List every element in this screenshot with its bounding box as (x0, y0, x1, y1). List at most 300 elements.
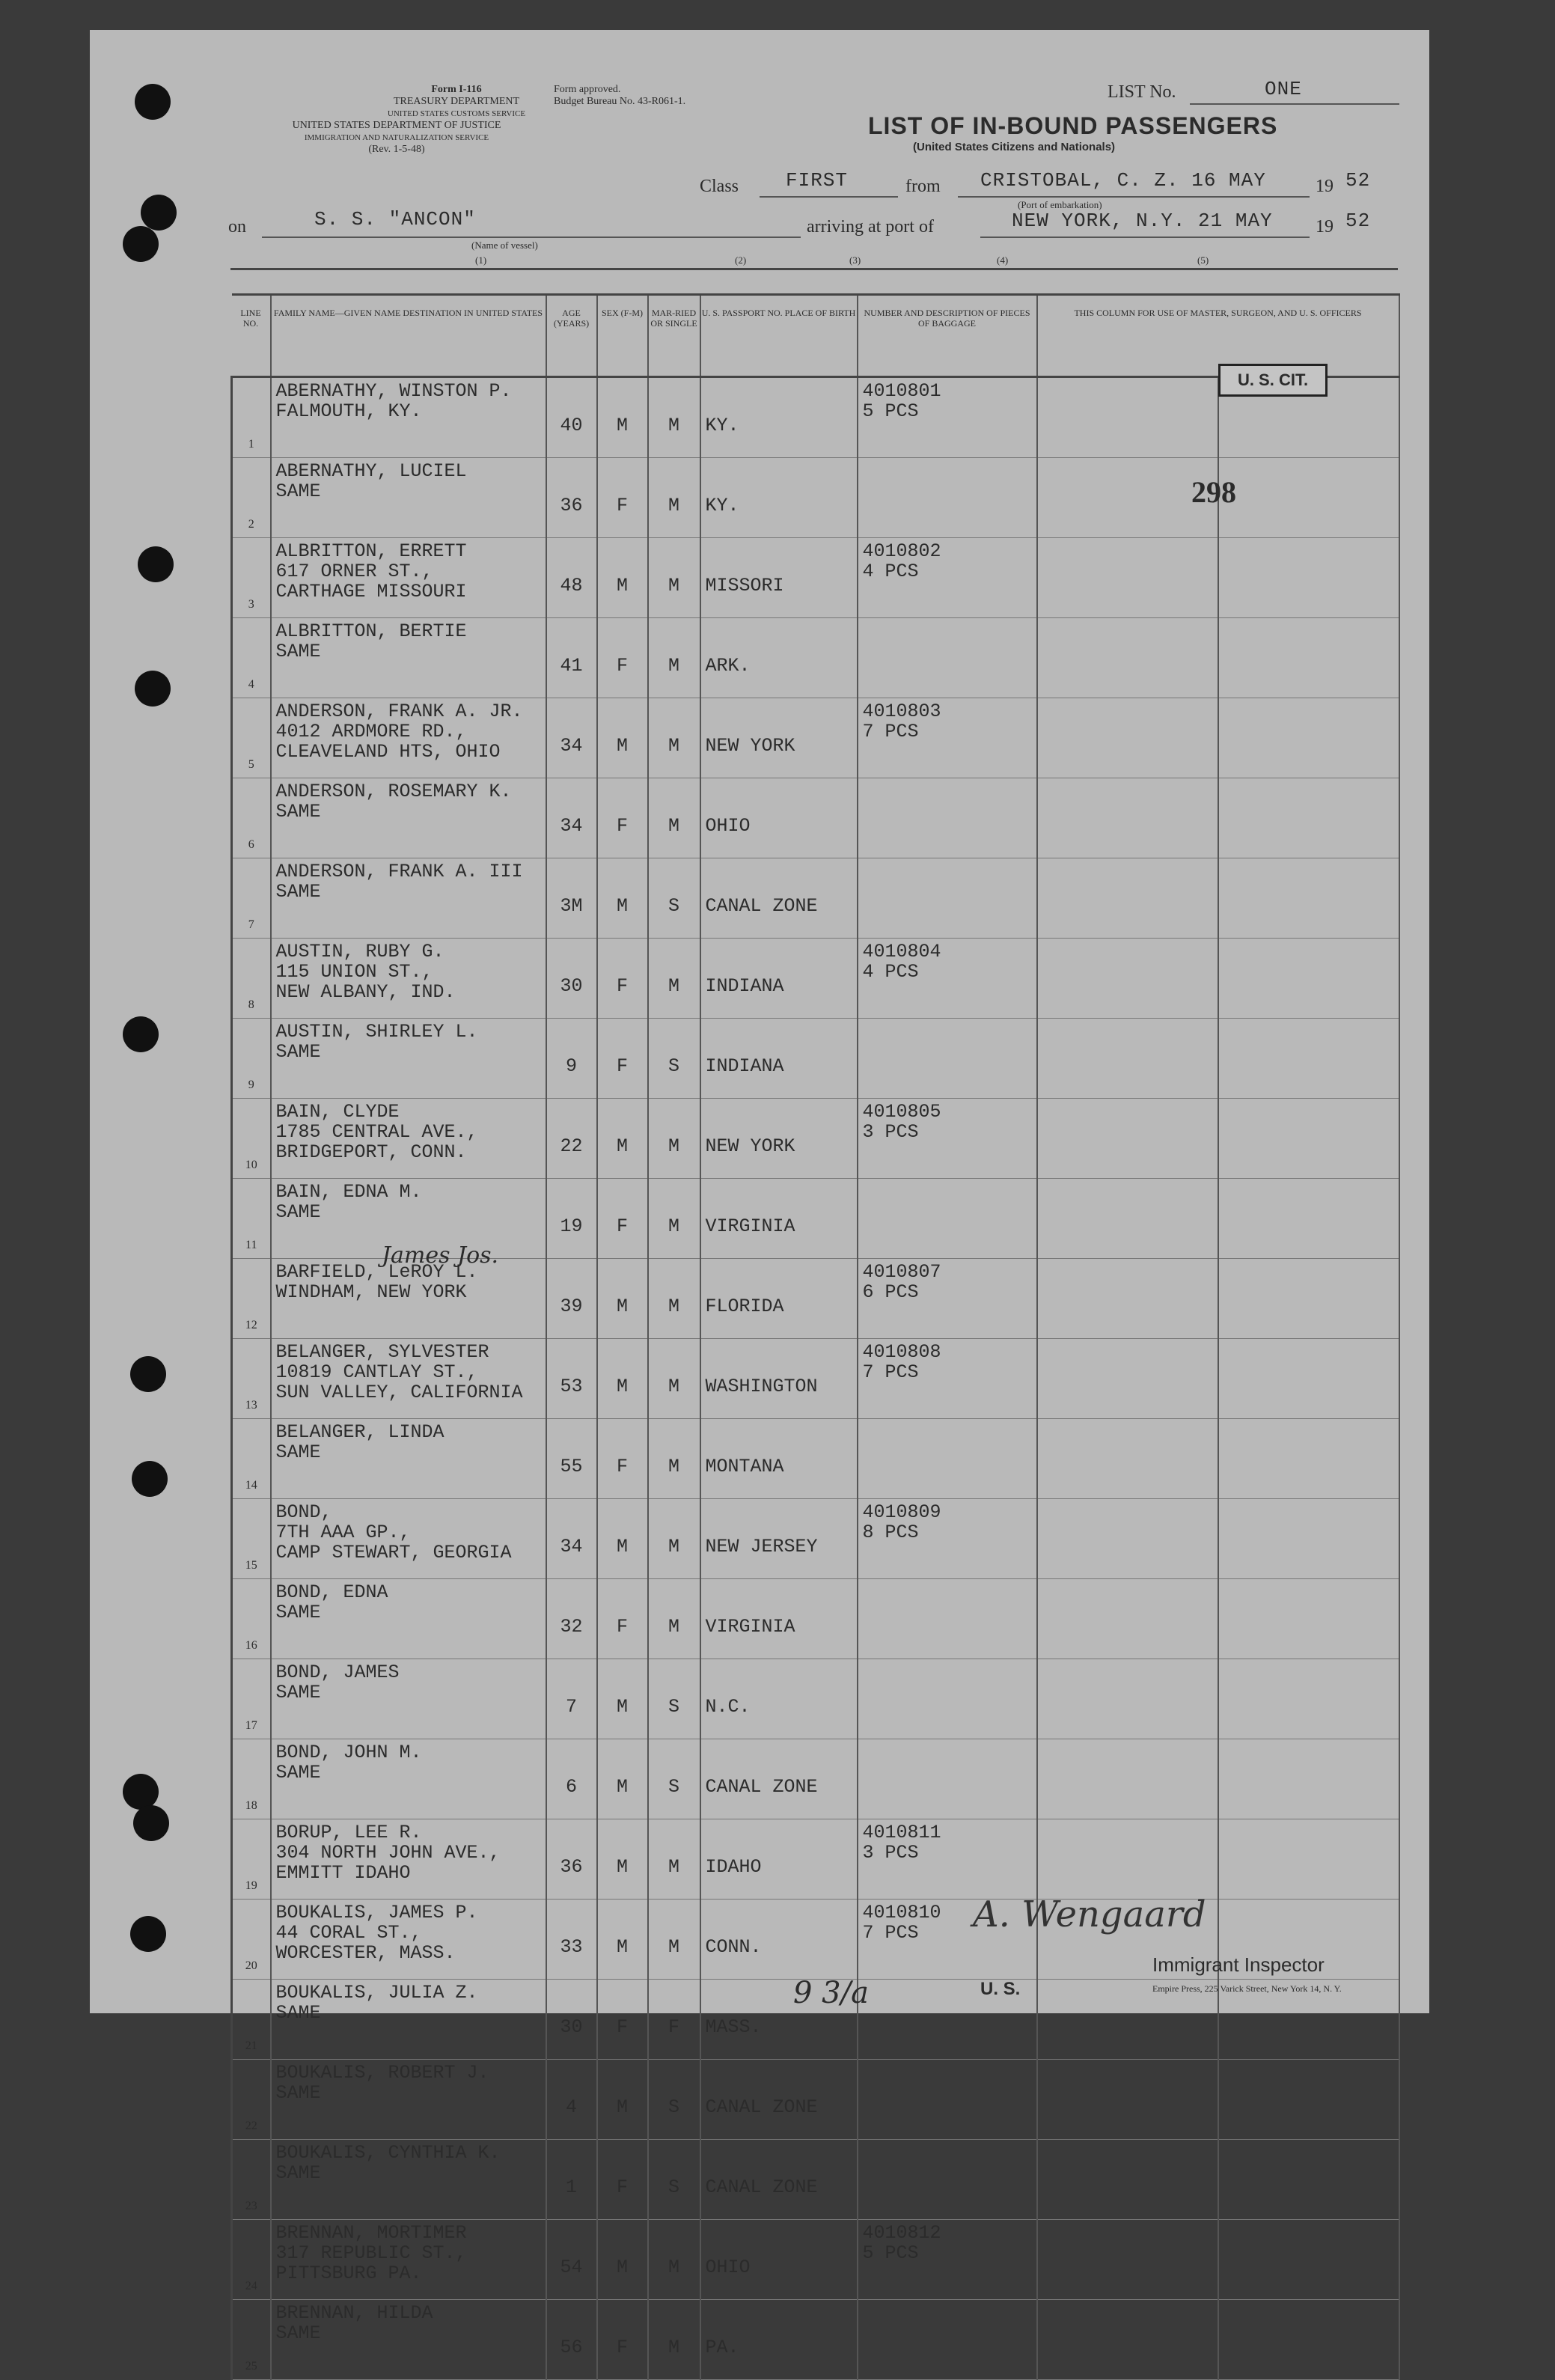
officer-use-2 (1218, 1659, 1399, 1739)
line-number: 2 (232, 458, 271, 538)
line-number: 18 (232, 1739, 271, 1819)
baggage-description: 4010803 7 PCS (858, 698, 1037, 778)
officer-use (1037, 939, 1218, 1019)
officer-use (1037, 2300, 1218, 2380)
passenger-age: 41 (546, 618, 597, 698)
passenger-name: BOUKALIS, CYNTHIA K. SAME (271, 2140, 546, 2220)
table-row (232, 1579, 1399, 1659)
officer-use (1037, 698, 1218, 778)
justice-label: UNITED STATES DEPARTMENT OF JUSTICE (292, 120, 501, 131)
baggage-description (858, 2140, 1037, 2220)
officer-use (1037, 538, 1218, 618)
agency-header (202, 84, 591, 156)
stamp-number: 298 (1191, 475, 1236, 509)
table-row (232, 618, 1399, 698)
passenger-sex: M (597, 1819, 648, 1900)
header-line-no: LINE NO. (232, 295, 271, 377)
header-sex: SEX (F-M) (597, 295, 648, 377)
officer-use (1037, 1179, 1218, 1259)
officer-use (1037, 1579, 1218, 1659)
baggage-description (858, 2060, 1037, 2140)
baggage-description: 4010805 3 PCS (858, 1099, 1037, 1179)
table-row (232, 2300, 1399, 2380)
line-number: 14 (232, 1419, 271, 1499)
passenger-sex: F (597, 2300, 648, 2380)
place-of-birth: CONN. (700, 1900, 858, 1980)
passenger-age: 30 (546, 939, 597, 1019)
line-number: 12 (232, 1259, 271, 1339)
header-officers: THIS COLUMN FOR USE OF MASTER, SURGEON, AND U. S. OFFICERS (1037, 295, 1399, 377)
place-of-birth: VIRGINIA (700, 1179, 858, 1259)
passenger-sex: M (597, 538, 648, 618)
table-row (232, 1499, 1399, 1579)
binder-hole (130, 1916, 166, 1952)
table-row (232, 1259, 1399, 1339)
marital-status: M (648, 698, 700, 778)
passenger-name: ALBRITTON, BERTIE SAME (271, 618, 546, 698)
place-of-birth: PA. (700, 2300, 858, 2380)
marital-status: M (648, 1179, 700, 1259)
officer-use-2 (1218, 698, 1399, 778)
baggage-description (858, 1419, 1037, 1499)
officer-use (1037, 1739, 1218, 1819)
passenger-name: BOND, JOHN M. SAME (271, 1739, 546, 1819)
passenger-sex: F (597, 458, 648, 538)
marital-status: S (648, 858, 700, 939)
line-number: 5 (232, 698, 271, 778)
passenger-name: BORUP, LEE R. 304 NORTH JOHN AVE., EMMITT IDAHO (271, 1819, 546, 1900)
line-number: 25 (232, 2300, 271, 2380)
binder-hole (123, 1774, 159, 1810)
line-number: 10 (232, 1099, 271, 1179)
officer-use (1037, 1499, 1218, 1579)
passenger-sex: F (597, 1179, 648, 1259)
line-number: 11 (232, 1179, 271, 1259)
officer-use (1037, 1819, 1218, 1900)
on-label: on (228, 217, 246, 237)
binder-hole (138, 546, 174, 582)
table-row (232, 1019, 1399, 1099)
col-num-3: (3) (849, 254, 861, 266)
line-number: 1 (232, 377, 271, 458)
baggage-description: 4010809 8 PCS (858, 1499, 1037, 1579)
place-of-birth: FLORIDA (700, 1259, 858, 1339)
passenger-sex: F (597, 618, 648, 698)
embarkation-note: (Port of embarkation) (1018, 199, 1102, 210)
place-of-birth: VIRGINIA (700, 1579, 858, 1659)
class-label: Class (700, 177, 739, 196)
baggage-description (858, 1019, 1037, 1099)
class-value: FIRST (786, 169, 849, 192)
officer-use-2 (1218, 1579, 1399, 1659)
passenger-sex: F (597, 1019, 648, 1099)
passenger-age: 9 (546, 1019, 597, 1099)
baggage-description: 4010807 6 PCS (858, 1259, 1037, 1339)
officer-use (1037, 1259, 1218, 1339)
baggage-description: 4010801 5 PCS (858, 377, 1037, 458)
passenger-age: 30 (546, 1980, 597, 2060)
treasury-label: TREASURY DEPARTMENT (393, 96, 520, 107)
passenger-name: BOND, EDNA SAME (271, 1579, 546, 1659)
vessel-note: (Name of vessel) (471, 239, 538, 251)
table-row (232, 1099, 1399, 1179)
marital-status: M (648, 939, 700, 1019)
baggage-description (858, 458, 1037, 538)
list-number (1108, 78, 1302, 103)
passenger-sex: F (597, 778, 648, 858)
officer-use-2 (1218, 1819, 1399, 1900)
line-number: 15 (232, 1499, 271, 1579)
marital-status: M (648, 1419, 700, 1499)
marital-status: M (648, 377, 700, 458)
officer-use-2 (1218, 2220, 1399, 2300)
passenger-age: 33 (546, 1900, 597, 1980)
place-of-birth: OHIO (700, 2220, 858, 2300)
signature: A. Wengaard (973, 1894, 1206, 1935)
passenger-age: 34 (546, 698, 597, 778)
place-of-birth: IDAHO (700, 1819, 858, 1900)
binder-hole (123, 1016, 159, 1052)
officer-use-2 (1218, 1019, 1399, 1099)
passenger-name: BOND, JAMES SAME (271, 1659, 546, 1739)
place-of-birth: MONTANA (700, 1419, 858, 1499)
passenger-sex: M (597, 2220, 648, 2300)
place-of-birth: CANAL ZONE (700, 2060, 858, 2140)
col-num-5: (5) (1197, 254, 1209, 266)
table-row (232, 1659, 1399, 1739)
passenger-sex: M (597, 858, 648, 939)
officer-use (1037, 2220, 1218, 2300)
passenger-name: BOUKALIS, ROBERT J. SAME (271, 2060, 546, 2140)
passenger-name: AUSTIN, RUBY G. 115 UNION ST., NEW ALBANY, IND. (271, 939, 546, 1019)
table-row (232, 858, 1399, 939)
officer-use (1037, 1419, 1218, 1499)
passenger-age: 56 (546, 2300, 597, 2380)
baggage-description (858, 858, 1037, 939)
passenger-age: 34 (546, 778, 597, 858)
passenger-age: 36 (546, 458, 597, 538)
marital-status: F (648, 1980, 700, 2060)
marital-status: M (648, 1579, 700, 1659)
header-passport: U. S. PASSPORT NO. PLACE OF BIRTH (700, 295, 858, 377)
passenger-sex: M (597, 2060, 648, 2140)
officer-use-2 (1218, 538, 1399, 618)
baggage-description: 4010812 5 PCS (858, 2220, 1037, 2300)
passenger-age: 36 (546, 1819, 597, 1900)
passenger-sex: F (597, 1419, 648, 1499)
line-number: 20 (232, 1900, 271, 1980)
marital-status: S (648, 1659, 700, 1739)
officer-use-2 (1218, 1419, 1399, 1499)
officer-use-2 (1218, 1179, 1399, 1259)
passenger-name: ANDERSON, FRANK A. III SAME (271, 858, 546, 939)
passenger-sex: F (597, 1980, 648, 2060)
header-age: AGE (YEARS) (546, 295, 597, 377)
line-number: 16 (232, 1579, 271, 1659)
table-row (232, 2220, 1399, 2300)
officer-use (1037, 2060, 1218, 2140)
line-number: 7 (232, 858, 271, 939)
officer-use-2 (1218, 939, 1399, 1019)
passenger-age: 54 (546, 2220, 597, 2300)
marital-status: S (648, 2060, 700, 2140)
arriving-label: arriving at port of (807, 217, 934, 237)
officer-use (1037, 2140, 1218, 2220)
officer-use (1037, 618, 1218, 698)
passenger-name: BOUKALIS, JAMES P. 44 CORAL ST., WORCESTER, MASS. (271, 1900, 546, 1980)
passenger-name: ANDERSON, FRANK A. JR. 4012 ARDMORE RD., CLEAVELAND HTS, OHIO (271, 698, 546, 778)
baggage-description (858, 1179, 1037, 1259)
arrival-year-prefix: 19 (1316, 217, 1333, 237)
officer-use (1037, 1099, 1218, 1179)
officer-use-2 (1218, 1499, 1399, 1579)
officer-use-2 (1218, 778, 1399, 858)
passenger-age: 7 (546, 1659, 597, 1739)
table-row (232, 1419, 1399, 1499)
header-married: MAR-RIED OR SINGLE (648, 295, 700, 377)
passenger-age: 19 (546, 1179, 597, 1259)
officer-use (1037, 1339, 1218, 1419)
passenger-sex: F (597, 939, 648, 1019)
passenger-name: BOND, 7TH AAA GP., CAMP STEWART, GEORGIA (271, 1499, 546, 1579)
officer-use (1037, 858, 1218, 939)
arrival-year: 52 (1345, 210, 1371, 232)
marital-status: M (648, 1499, 700, 1579)
line-number: 3 (232, 538, 271, 618)
place-of-birth: NEW YORK (700, 1099, 858, 1179)
baggage-description: 4010808 7 PCS (858, 1339, 1037, 1419)
passenger-sex: M (597, 1099, 648, 1179)
vessel-name: S. S. "ANCON" (314, 208, 476, 231)
officer-use-2 (1218, 1259, 1399, 1339)
place-of-birth: WASHINGTON (700, 1339, 858, 1419)
passenger-age: 32 (546, 1579, 597, 1659)
baggage-description (858, 1659, 1037, 1739)
baggage-description: 4010804 4 PCS (858, 939, 1037, 1019)
officer-use-2 (1218, 1339, 1399, 1419)
passenger-age: 1 (546, 2140, 597, 2220)
baggage-description (858, 778, 1037, 858)
marital-status: S (648, 1019, 700, 1099)
approval-block (554, 84, 778, 108)
officer-use-2 (1218, 1099, 1399, 1179)
passenger-name: ALBRITTON, ERRETT 617 ORNER ST., CARTHAGE MISSOURI (271, 538, 546, 618)
place-of-birth: KY. (700, 458, 858, 538)
marital-status: M (648, 458, 700, 538)
line-number: 19 (232, 1819, 271, 1900)
passenger-sex: M (597, 377, 648, 458)
manifest-page (90, 30, 1429, 2373)
passenger-name: BOUKALIS, JULIA Z. SAME (271, 1980, 546, 2060)
table-row (232, 538, 1399, 618)
marital-status: M (648, 1819, 700, 1900)
passenger-sex: M (597, 1659, 648, 1739)
passenger-name: BAIN, EDNA M. SAME (271, 1179, 546, 1259)
place-of-birth: CANAL ZONE (700, 2140, 858, 2220)
marital-status: M (648, 1259, 700, 1339)
inspector-label: Immigrant Inspector (1152, 1953, 1325, 1976)
officer-use (1037, 778, 1218, 858)
baggage-description (858, 1579, 1037, 1659)
passenger-name: BRENNAN, MORTIMER 317 REPUBLIC ST., PITTSBURG PA. (271, 2220, 546, 2300)
line-number: 4 (232, 618, 271, 698)
us-citizen-stamp: U. S. CIT. (1218, 364, 1328, 397)
approved-label: Form approved. (554, 84, 621, 95)
passenger-table (230, 293, 1400, 2380)
from-year: 52 (1345, 169, 1371, 192)
handwritten-page-mark: 9 3/a (793, 1976, 869, 2010)
passenger-age: 55 (546, 1419, 597, 1499)
marital-status: M (648, 778, 700, 858)
line-number: 22 (232, 2060, 271, 2140)
table-row (232, 1819, 1399, 1900)
place-of-birth: OHIO (700, 778, 858, 858)
passenger-name: BAIN, CLYDE 1785 CENTRAL AVE., BRIDGEPORT, CONN. (271, 1099, 546, 1179)
marital-status: M (648, 1900, 700, 1980)
baggage-description (858, 618, 1037, 698)
officer-use-2 (1218, 1739, 1399, 1819)
baggage-description (858, 2300, 1037, 2380)
line-number: 9 (232, 1019, 271, 1099)
table-row (232, 1739, 1399, 1819)
binder-hole (135, 671, 171, 707)
place-of-birth: CANAL ZONE (700, 1739, 858, 1819)
officer-use-2 (1218, 458, 1399, 538)
place-of-birth: KY. (700, 377, 858, 458)
passenger-sex: M (597, 1259, 648, 1339)
arrival-value: NEW YORK, N.Y. 21 MAY (1012, 210, 1273, 232)
passenger-age: 4 (546, 2060, 597, 2140)
officer-use-2 (1218, 2060, 1399, 2140)
header-name: FAMILY NAME—GIVEN NAME DESTINATION IN UNITED STATES (271, 295, 546, 377)
officer-use-2 (1218, 2300, 1399, 2380)
passenger-sex: M (597, 1739, 648, 1819)
binder-hole (141, 195, 177, 231)
place-of-birth: N.C. (700, 1659, 858, 1739)
officer-use (1037, 1659, 1218, 1739)
col-num-1: (1) (475, 254, 487, 266)
officer-use (1037, 1019, 1218, 1099)
binder-hole (135, 84, 171, 120)
binder-hole (132, 1461, 168, 1497)
passenger-name: ABERNATHY, LUCIEL SAME (271, 458, 546, 538)
table-row (232, 698, 1399, 778)
marital-status: M (648, 618, 700, 698)
revision-label: (Rev. 1-5-48) (368, 144, 425, 155)
passenger-name: BRENNAN, HILDA SAME (271, 2300, 546, 2380)
marital-status: M (648, 1339, 700, 1419)
passenger-name: BELANGER, LINDA SAME (271, 1419, 546, 1499)
passenger-name: BARFIELD, LeROY L. WINDHAM, NEW YORK (271, 1259, 546, 1339)
baggage-description: 4010802 4 PCS (858, 538, 1037, 618)
passenger-name: ANDERSON, ROSEMARY K. SAME (271, 778, 546, 858)
passenger-sex: M (597, 1499, 648, 1579)
col-num-2: (2) (735, 254, 747, 266)
place-of-birth: MASS. (700, 1980, 858, 2060)
handwritten-name: James Jos. (382, 1242, 499, 1269)
passenger-age: 40 (546, 377, 597, 458)
list-no-label: LIST No. (1108, 82, 1176, 102)
passenger-sex: F (597, 2140, 648, 2220)
passenger-name: BELANGER, SYLVESTER 10819 CANTLAY ST., SUN VALLEY, CALIFORNIA (271, 1339, 546, 1419)
table-row (232, 2060, 1399, 2140)
ins-label: IMMIGRATION AND NATURALIZATION SERVICE (304, 133, 489, 142)
passenger-age: 22 (546, 1099, 597, 1179)
form-title: LIST OF IN-BOUND PASSENGERS (868, 112, 1278, 139)
from-year-prefix: 19 (1316, 177, 1333, 196)
binder-hole (133, 1805, 169, 1841)
marital-status: M (648, 2220, 700, 2300)
budget-label: Budget Bureau No. 43-R061-1. (554, 96, 686, 107)
line-number: 17 (232, 1659, 271, 1739)
marital-status: S (648, 2140, 700, 2220)
customs-label: UNITED STATES CUSTOMS SERVICE (387, 109, 526, 118)
officer-use (1037, 377, 1218, 458)
marital-status: S (648, 1739, 700, 1819)
place-of-birth: INDIANA (700, 1019, 858, 1099)
line-number: 24 (232, 2220, 271, 2300)
passenger-age: 48 (546, 538, 597, 618)
line-number: 13 (232, 1339, 271, 1419)
officer-use-2 (1218, 858, 1399, 939)
binder-hole (130, 1356, 166, 1392)
baggage-description (858, 1739, 1037, 1819)
table-row (232, 2140, 1399, 2220)
from-label: from (905, 177, 941, 196)
line-number: 21 (232, 1980, 271, 2060)
table-row (232, 1339, 1399, 1419)
form-subtitle: (United States Citizens and Nationals) (913, 141, 1116, 153)
place-of-birth: ARK. (700, 618, 858, 698)
passenger-name: AUSTIN, SHIRLEY L. SAME (271, 1019, 546, 1099)
officer-use-2 (1218, 618, 1399, 698)
form-number: Form I-116 (431, 84, 482, 95)
col-num-4: (4) (997, 254, 1009, 266)
passenger-age: 53 (546, 1339, 597, 1419)
place-of-birth: MISSORI (700, 538, 858, 618)
printer-credit: Empire Press, 225 Varick Street, New York 14, N. Y. (1152, 1983, 1342, 1994)
from-value: CRISTOBAL, C. Z. 16 MAY (980, 169, 1266, 192)
baggage-description: 4010810 7 PCS (858, 1900, 1037, 1980)
header-baggage: NUMBER AND DESCRIPTION OF PIECES OF BAGGAGE (858, 295, 1037, 377)
baggage-description: 4010811 3 PCS (858, 1819, 1037, 1900)
line-number: 23 (232, 2140, 271, 2220)
list-no-value: ONE (1265, 78, 1302, 100)
place-of-birth: NEW JERSEY (700, 1499, 858, 1579)
officer-use-2 (1218, 2140, 1399, 2220)
passenger-age: 6 (546, 1739, 597, 1819)
table-row (232, 778, 1399, 858)
line-number: 6 (232, 778, 271, 858)
passenger-sex: F (597, 1579, 648, 1659)
table-row (232, 939, 1399, 1019)
marital-status: M (648, 1099, 700, 1179)
passenger-age: 34 (546, 1499, 597, 1579)
binder-hole (123, 226, 159, 262)
passenger-sex: M (597, 1339, 648, 1419)
marital-status: M (648, 2300, 700, 2380)
place-of-birth: NEW YORK (700, 698, 858, 778)
passenger-age: 39 (546, 1259, 597, 1339)
passenger-sex: M (597, 1900, 648, 1980)
us-label: U. S. (980, 1979, 1021, 1999)
place-of-birth: INDIANA (700, 939, 858, 1019)
passenger-sex: M (597, 698, 648, 778)
marital-status: M (648, 538, 700, 618)
place-of-birth: CANAL ZONE (700, 858, 858, 939)
passenger-age: 3M (546, 858, 597, 939)
line-number: 8 (232, 939, 271, 1019)
